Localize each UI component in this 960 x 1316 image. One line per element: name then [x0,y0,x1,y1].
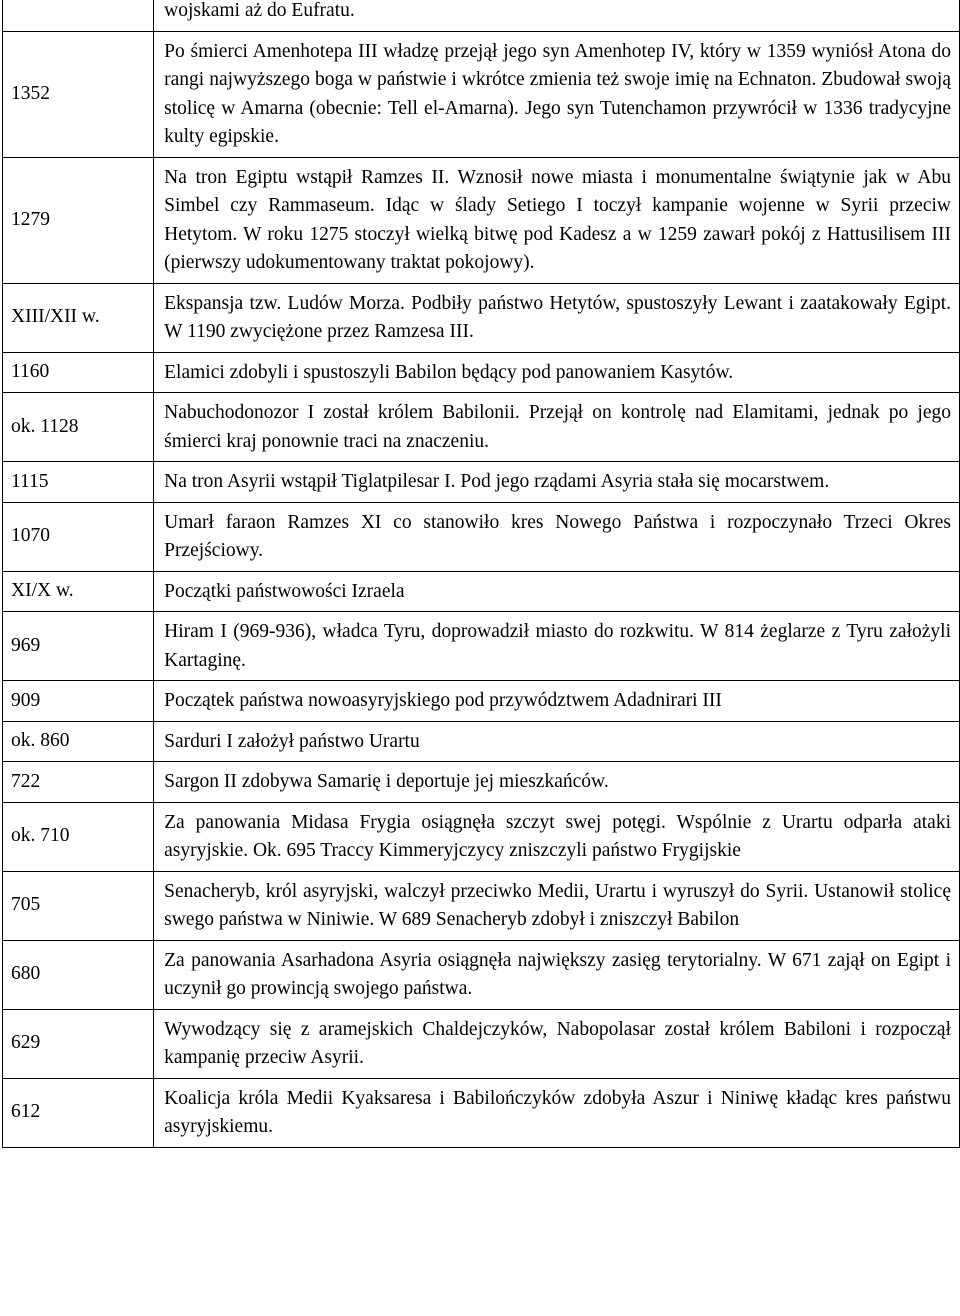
table-row [3,871,960,940]
year-cell: 680 [3,940,154,1009]
event-cell [154,681,960,722]
table-row [3,157,960,283]
event-text: Elamici zdobyli i spustoszyli Babilon będący pod panowaniem Kasytów. [164,361,734,383]
table-row [3,762,960,803]
year-cell: ok. 710 [3,802,154,871]
event-text: Wywodzący się z aramejskich Chaldejczyków, Nabopolasar został królem Babiloni i rozpoczął kampanię przeciw Asyrii. [164,1018,951,1068]
table-row [3,571,960,612]
table-row [3,502,960,571]
table-row [3,393,960,462]
event-cell [154,283,960,352]
event-cell [154,940,960,1009]
year-cell: 722 [3,762,154,803]
year-cell [3,0,154,31]
event-cell [154,871,960,940]
year-cell: 1279 [3,157,154,283]
event-cell [154,462,960,503]
year-cell: 1160 [3,352,154,393]
event-cell [154,502,960,571]
event-text: Początek państwa nowoasyryjskiego pod przywództwem Adadnirari III [164,690,722,711]
event-text: Za panowania Asarhadona Asyria osiągnęła największy zasięg terytorialny. W 671 zajął on Egipt i uczynił go prowincją swojego państwa. [164,949,951,999]
event-cell [154,31,960,157]
year-cell: 1115 [3,462,154,503]
year-cell: XIII/XII w. [3,283,154,352]
event-text: Po śmierci Amenhotepa III władzę przejął jego syn Amenhotep IV, który w 1359 wyniósł Atona do rangi najwyższego boga w państwie i wkrótce zmienia też swoje imię na Echnaton. Zbudował swoją stolicę w Amarna (obecnie: Tell el-Amarna). Jego syn Tutenchamon przywrócił w 1336 tradycyjne kulty egipskie. [164,40,951,147]
year-cell: ok. 1128 [3,393,154,462]
event-cell [154,0,960,31]
year-cell: 969 [3,612,154,681]
event-text: Na tron Asyrii wstąpił Tiglatpilesar I. Pod jego rządami Asyria stała się mocarstwem. [164,471,830,492]
event-text: Za panowania Midasa Frygia osiągnęła szczyt swej potęgi. Wspólnie z Urartu odparła ataki asyryjskie. Ok. 695 Traccy Kimmeryjczycy zniszczyli państwo Frygijskie [164,811,951,861]
event-cell [154,571,960,612]
event-text: Senacheryb, król asyryjski, walczył przeciwko Medii, Urartu i wyruszył do Syrii. Ustanowił stolicę swego państwa w Niniwie. W 689 Senacheryb zdobył i zniszczył Babilon [164,880,951,930]
event-text: wojskami aż do Eufratu. [164,0,355,21]
table-row [3,940,960,1009]
event-text: Na tron Egiptu wstąpił Ramzes II. Wznosił nowe miasta i monumentalne świątynie jak w Abu Simbel czy Rammaseum. Idąc w ślady Setiego I toczył kampanie wojenne w Syrii przeciw Hetytom. W roku 1275 stoczył wielką bitwę pod Kadesz a w 1259 zawarł pokój z Hattusilisem III (pierwszy udokumentowany traktat pokojowy). [164,166,951,273]
event-text: Sarduri I założył państwo Urartu [164,730,420,752]
year-cell: 909 [3,681,154,722]
event-cell [154,1009,960,1078]
table-row [3,802,960,871]
event-text: Umarł faraon Ramzes XI co stanowiło kres Nowego Państwa i rozpoczynało Trzeci Okres Przejściowy. [164,511,951,561]
year-cell: ok. 860 [3,721,154,762]
event-text: Nabuchodonozor I został królem Babilonii. Przejął on kontrolę nad Elamitami, jednak po jego śmierci kraj ponownie traci na znaczeniu. [164,402,951,452]
event-text: Hiram I (969-936), władca Tyru, doprowadził miasto do rozkwitu. W 814 żeglarze z Tyru założyli Kartaginę. [164,621,951,671]
table-row [3,1078,960,1147]
event-text: Koalicja króla Medii Kyaksaresa i Babilończyków zdobyła Aszur i Niniwę kładąc kres państwu asyryjskiemu. [164,1087,951,1137]
event-text: Sargon II zdobywa Samarię i deportuje jej mieszkańców. [164,771,609,792]
chronology-table [2,0,960,1148]
table-row [3,0,960,31]
table-row [3,1009,960,1078]
year-cell: 705 [3,871,154,940]
event-cell [154,762,960,803]
table-row [3,462,960,503]
event-cell [154,352,960,393]
event-text: Ekspansja tzw. Ludów Morza. Podbiły państwo Hetytów, spustoszyły Lewant i zaatakowały Egipt. W 1190 zwyciężone przez Ramzesa III. [164,292,951,342]
year-cell: 1352 [3,31,154,157]
event-text: Początki państwowości Izraela [164,580,405,602]
year-cell: 1070 [3,502,154,571]
event-cell [154,1078,960,1147]
event-cell [154,157,960,283]
event-cell [154,721,960,762]
table-row [3,283,960,352]
year-cell: XI/X w. [3,571,154,612]
table-row [3,31,960,157]
event-cell [154,393,960,462]
year-cell: 612 [3,1078,154,1147]
year-cell: 629 [3,1009,154,1078]
table-row [3,681,960,722]
event-cell [154,612,960,681]
table-row [3,721,960,762]
table-row [3,352,960,393]
table-row [3,612,960,681]
event-cell [154,802,960,871]
